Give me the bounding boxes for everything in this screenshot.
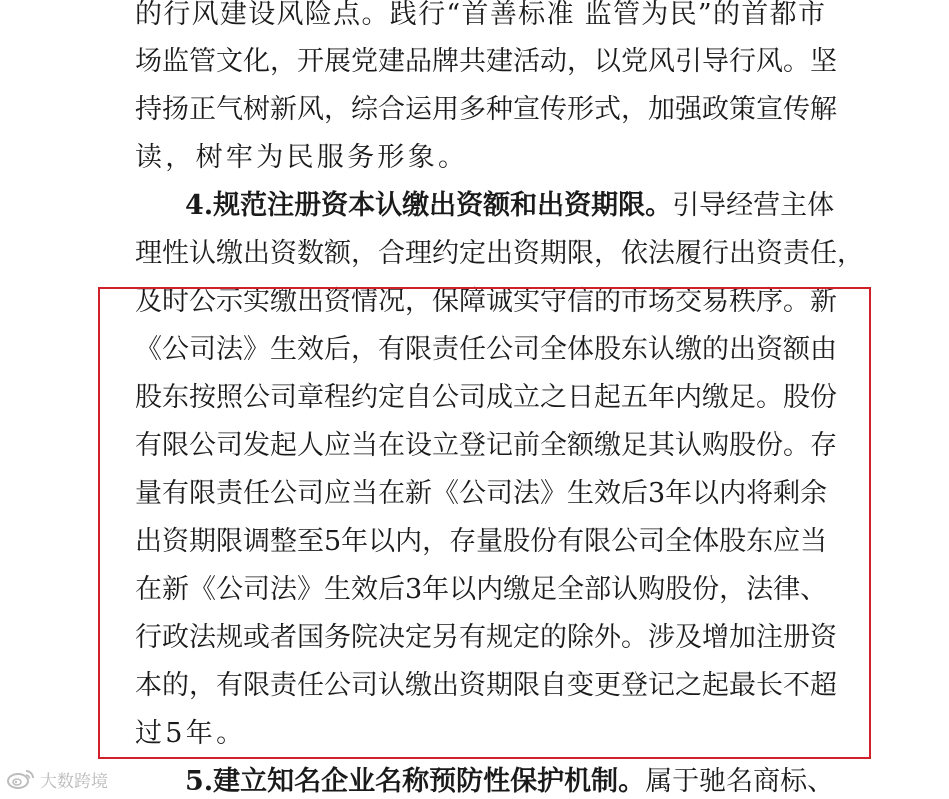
- paragraph-line: 出资期限调整至5年以内，存量股份有限公司全体股东应当: [135, 526, 828, 557]
- section-4-heading: 4.规范注册资本认缴出资额和出资期限。: [185, 190, 673, 221]
- paragraph-line: 及时公示实缴出资情况，保障诚实守信的市场交易秩序。新: [135, 286, 837, 317]
- paragraph-line: 的行风建设风险点。践行“首善标准 监管为民”的首都市: [135, 0, 825, 30]
- paragraph-line: 读，树牢为民服务形象。: [135, 142, 469, 173]
- section-4-heading-line: [185, 189, 835, 223]
- paragraph-line: 过5年。: [135, 718, 247, 749]
- paragraph-line: 股东按照公司章程约定自公司成立之日起五年内缴足。股份: [135, 382, 837, 413]
- paragraph-line: 量有限责任公司应当在新《公司法》生效后3年以内将剩余: [135, 478, 828, 509]
- paragraph-line: 本的，有限责任公司认缴出资期限自变更登记之起最长不超: [135, 670, 837, 701]
- red-highlight-box: [98, 287, 871, 759]
- paragraph-line: 有限公司发起人应当在设立登记前全额缴足其认购股份。存: [135, 430, 837, 461]
- paragraph-line: 场监管文化，开展党建品牌共建活动，以党风引导行风。坚: [135, 46, 837, 77]
- section-4-text: 引导经营主体: [672, 190, 835, 221]
- paragraph-line: 《公司法》生效后，有限责任公司全体股东认缴的出资额由: [135, 334, 837, 365]
- paragraph-line: 行政法规或者国务院决定另有规定的除外。涉及增加注册资: [135, 622, 837, 653]
- paragraph-line: 在新《公司法》生效后3年以内缴足全部认购股份，法律、: [135, 574, 828, 605]
- weibo-logo-icon: [6, 767, 36, 791]
- paragraph-line: 持扬正气树新风，综合运用多种宣传形式，加强政策宣传解: [135, 94, 837, 125]
- paragraph-line: 理性认缴出资数额，合理约定出资期限，依法履行出资责任，: [135, 238, 864, 269]
- section-5-heading: 5.建立知名企业名称预防性保护机制。: [185, 766, 646, 797]
- watermark: [6, 766, 108, 792]
- section-5-heading-line: [185, 765, 835, 799]
- section-5-text: 属于驰名商标、: [645, 766, 835, 797]
- watermark-text: 大数跨境: [40, 771, 108, 792]
